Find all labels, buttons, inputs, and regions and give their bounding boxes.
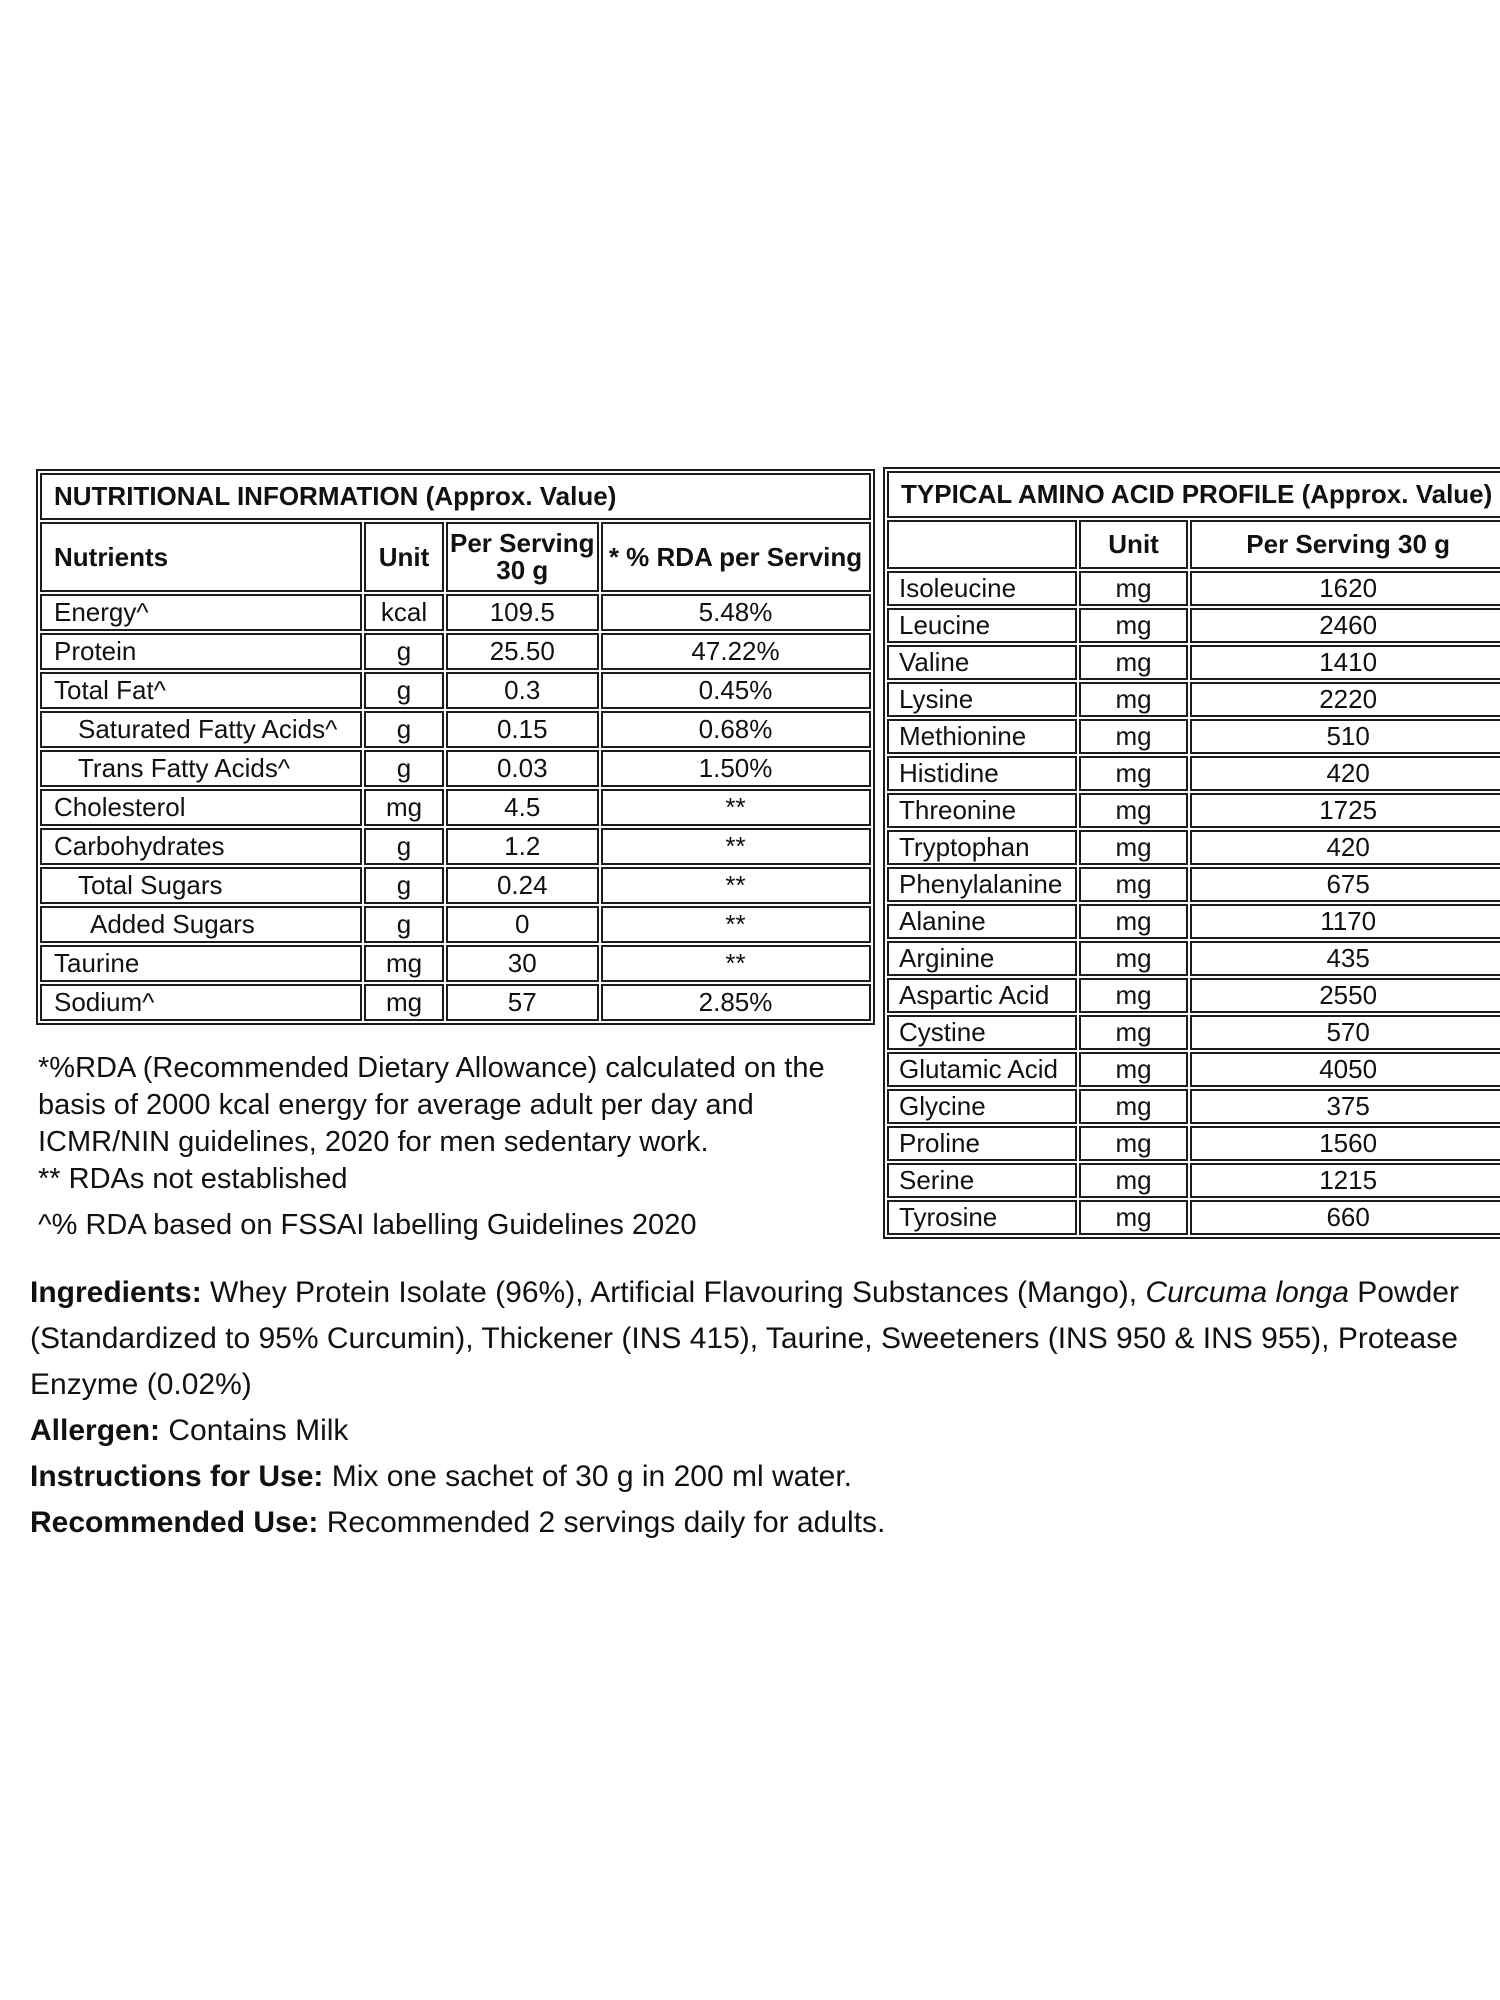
nutrient-name: Saturated Fatty Acids^ bbox=[40, 711, 362, 748]
allergen-text: Contains Milk bbox=[160, 1414, 349, 1447]
table-row bbox=[887, 1126, 1500, 1161]
nutrient-unit: g bbox=[364, 633, 444, 670]
ingredients-paragraph bbox=[30, 1270, 1482, 1408]
amino-acid-unit: mg bbox=[1079, 793, 1188, 828]
nutrient-name: Cholesterol bbox=[40, 789, 362, 826]
nutrient-unit: g bbox=[364, 711, 444, 748]
nutrient-value: 0 bbox=[446, 906, 599, 943]
nutrient-rda: ** bbox=[601, 906, 871, 943]
table-header-row bbox=[40, 522, 871, 592]
nutrient-value: 1.2 bbox=[446, 828, 599, 865]
nutrient-rda: ** bbox=[601, 789, 871, 826]
amino-acid-name: Valine bbox=[887, 645, 1077, 680]
footnote-rda-basis: *%RDA (Recommended Dietary Allowance) calculated on the basis of 2000 kcal energy for average adult per day and ICMR/NIN guidelines, 2020 for men sedentary work. bbox=[38, 1052, 825, 1158]
amino-acid-value: 1725 bbox=[1190, 793, 1500, 828]
amino-acid-name: Isoleucine bbox=[887, 571, 1077, 606]
amino-acid-name: Histidine bbox=[887, 756, 1077, 791]
table-title-row bbox=[40, 473, 871, 520]
table-row bbox=[887, 1015, 1500, 1050]
table-row bbox=[887, 608, 1500, 643]
amino-acid-value: 375 bbox=[1190, 1089, 1500, 1124]
nutrient-name: Trans Fatty Acids^ bbox=[40, 750, 362, 787]
nutrient-name: Added Sugars bbox=[40, 906, 362, 943]
footnote-fssai: ^% RDA based on FSSAI labelling Guidelines 2020 bbox=[38, 1209, 697, 1241]
ingredients-text-2: Powder (Standardized to 95% Curcumin), Thickener (INS 415), Taurine, Sweeteners (INS 950 & INS 955), Protease Enzyme (0.02%) bbox=[30, 1276, 1459, 1401]
nutrient-value: 0.15 bbox=[446, 711, 599, 748]
instructions-text: Mix one sachet of 30 g in 200 ml water. bbox=[323, 1460, 852, 1493]
amino-table-title: TYPICAL AMINO ACID PROFILE (Approx. Value) bbox=[887, 471, 1500, 518]
nutrient-name: Carbohydrates bbox=[40, 828, 362, 865]
amino-acid-unit: mg bbox=[1079, 1200, 1188, 1235]
table-row bbox=[887, 978, 1500, 1013]
allergen-line bbox=[30, 1408, 1482, 1454]
table-row bbox=[887, 1200, 1500, 1235]
amino-acid-name: Leucine bbox=[887, 608, 1077, 643]
per-serving-line2: 30 g bbox=[496, 555, 549, 585]
table-row bbox=[40, 906, 871, 943]
nutrient-unit: g bbox=[364, 750, 444, 787]
table-row bbox=[887, 1052, 1500, 1087]
amino-acid-name: Threonine bbox=[887, 793, 1077, 828]
amino-acid-name: Methionine bbox=[887, 719, 1077, 754]
nutrient-unit: g bbox=[364, 828, 444, 865]
table-row bbox=[40, 711, 871, 748]
table-title-row bbox=[887, 471, 1500, 518]
nutrient-name: Energy^ bbox=[40, 594, 362, 631]
nutrient-rda: ** bbox=[601, 867, 871, 904]
amino-acid-unit: mg bbox=[1079, 1015, 1188, 1050]
table-row bbox=[40, 633, 871, 670]
amino-acid-value: 2550 bbox=[1190, 978, 1500, 1013]
table-row bbox=[40, 789, 871, 826]
col-header-nutrients: Nutrients bbox=[40, 522, 362, 592]
amino-acid-value: 660 bbox=[1190, 1200, 1500, 1235]
nutrient-rda: 0.45% bbox=[601, 672, 871, 709]
amino-acid-value: 570 bbox=[1190, 1015, 1500, 1050]
col-header-unit: Unit bbox=[364, 522, 444, 592]
nutrient-rda: 2.85% bbox=[601, 984, 871, 1021]
nutrient-value: 57 bbox=[446, 984, 599, 1021]
table-row bbox=[40, 867, 871, 904]
table-row bbox=[40, 750, 871, 787]
table-row bbox=[887, 571, 1500, 606]
nutrient-unit: kcal bbox=[364, 594, 444, 631]
table-row bbox=[887, 719, 1500, 754]
col-header-unit: Unit bbox=[1079, 520, 1188, 569]
ingredients-text-1: Whey Protein Isolate (96%), Artificial Flavouring Substances (Mango), bbox=[201, 1276, 1146, 1309]
amino-acid-value: 510 bbox=[1190, 719, 1500, 754]
amino-acid-value: 1620 bbox=[1190, 571, 1500, 606]
product-info-block bbox=[30, 1270, 1482, 1546]
nutrient-rda: 47.22% bbox=[601, 633, 871, 670]
table-row bbox=[887, 1089, 1500, 1124]
amino-acid-unit: mg bbox=[1079, 719, 1188, 754]
nutrient-value: 4.5 bbox=[446, 789, 599, 826]
nutrient-unit: g bbox=[364, 906, 444, 943]
amino-acid-name: Tyrosine bbox=[887, 1200, 1077, 1235]
amino-acid-value: 2460 bbox=[1190, 608, 1500, 643]
footnote-rda-not-established: ** RDAs not established bbox=[38, 1163, 348, 1195]
instructions-line bbox=[30, 1454, 1482, 1500]
table-row bbox=[40, 945, 871, 982]
recommended-use-label: Recommended Use: bbox=[30, 1506, 319, 1539]
amino-acid-value: 1215 bbox=[1190, 1163, 1500, 1198]
table-row bbox=[887, 830, 1500, 865]
nutrient-value: 109.5 bbox=[446, 594, 599, 631]
amino-acid-unit: mg bbox=[1079, 645, 1188, 680]
nutrient-value: 0.24 bbox=[446, 867, 599, 904]
table-row bbox=[887, 904, 1500, 939]
table-row bbox=[887, 1163, 1500, 1198]
table-row bbox=[40, 594, 871, 631]
nutrition-table-body bbox=[40, 594, 871, 1021]
amino-acid-name: Alanine bbox=[887, 904, 1077, 939]
per-serving-line1: Per Serving bbox=[450, 528, 595, 558]
amino-acid-name: Glutamic Acid bbox=[887, 1052, 1077, 1087]
footnotes bbox=[38, 1050, 872, 1244]
nutrient-name: Protein bbox=[40, 633, 362, 670]
amino-acid-unit: mg bbox=[1079, 1126, 1188, 1161]
nutrient-value: 25.50 bbox=[446, 633, 599, 670]
amino-acid-unit: mg bbox=[1079, 978, 1188, 1013]
amino-acid-unit: mg bbox=[1079, 830, 1188, 865]
amino-acid-unit: mg bbox=[1079, 682, 1188, 717]
table-row bbox=[887, 793, 1500, 828]
nutrient-unit: mg bbox=[364, 789, 444, 826]
amino-acid-value: 435 bbox=[1190, 941, 1500, 976]
table-row bbox=[887, 941, 1500, 976]
nutrient-rda: 5.48% bbox=[601, 594, 871, 631]
allergen-label: Allergen: bbox=[30, 1414, 161, 1447]
amino-acid-value: 1560 bbox=[1190, 1126, 1500, 1161]
amino-acid-name: Tryptophan bbox=[887, 830, 1077, 865]
nutrient-name: Taurine bbox=[40, 945, 362, 982]
amino-acid-unit: mg bbox=[1079, 571, 1188, 606]
table-row bbox=[887, 867, 1500, 902]
col-header-per-serving bbox=[446, 522, 599, 592]
table-row bbox=[887, 756, 1500, 791]
amino-acid-name: Proline bbox=[887, 1126, 1077, 1161]
amino-acid-unit: mg bbox=[1079, 1052, 1188, 1087]
nutrient-unit: g bbox=[364, 672, 444, 709]
amino-acid-profile-table bbox=[883, 467, 1500, 1239]
amino-acid-name: Lysine bbox=[887, 682, 1077, 717]
table-row bbox=[40, 828, 871, 865]
amino-acid-name: Glycine bbox=[887, 1089, 1077, 1124]
amino-acid-name: Serine bbox=[887, 1163, 1077, 1198]
nutrient-value: 30 bbox=[446, 945, 599, 982]
nutrient-rda: ** bbox=[601, 945, 871, 982]
nutrient-name: Total Fat^ bbox=[40, 672, 362, 709]
amino-acid-value: 1410 bbox=[1190, 645, 1500, 680]
col-header-amino-blank bbox=[887, 520, 1077, 569]
nutrient-rda: 1.50% bbox=[601, 750, 871, 787]
nutrient-unit: mg bbox=[364, 945, 444, 982]
table-row bbox=[40, 984, 871, 1021]
recommended-use-line bbox=[30, 1500, 1482, 1546]
amino-acid-value: 4050 bbox=[1190, 1052, 1500, 1087]
amino-acid-unit: mg bbox=[1079, 867, 1188, 902]
amino-acid-value: 1170 bbox=[1190, 904, 1500, 939]
ingredients-label: Ingredients: bbox=[30, 1276, 202, 1309]
amino-acid-value: 675 bbox=[1190, 867, 1500, 902]
amino-acid-unit: mg bbox=[1079, 904, 1188, 939]
table-row bbox=[40, 672, 871, 709]
nutrient-name: Sodium^ bbox=[40, 984, 362, 1021]
amino-acid-name: Phenylalanine bbox=[887, 867, 1077, 902]
recommended-use-text: Recommended 2 servings daily for adults. bbox=[318, 1506, 886, 1539]
amino-acid-value: 2220 bbox=[1190, 682, 1500, 717]
amino-acid-name: Cystine bbox=[887, 1015, 1077, 1050]
instructions-label: Instructions for Use: bbox=[30, 1460, 324, 1493]
nutrient-value: 0.3 bbox=[446, 672, 599, 709]
nutrient-rda: 0.68% bbox=[601, 711, 871, 748]
nutrient-unit: g bbox=[364, 867, 444, 904]
amino-acid-name: Arginine bbox=[887, 941, 1077, 976]
amino-acid-value: 420 bbox=[1190, 756, 1500, 791]
amino-acid-unit: mg bbox=[1079, 608, 1188, 643]
col-header-rda-per-serving: * % RDA per Serving bbox=[601, 522, 871, 592]
amino-acid-unit: mg bbox=[1079, 756, 1188, 791]
amino-table-body bbox=[887, 571, 1500, 1235]
table-row bbox=[887, 645, 1500, 680]
amino-acid-unit: mg bbox=[1079, 1089, 1188, 1124]
amino-acid-value: 420 bbox=[1190, 830, 1500, 865]
nutrient-unit: mg bbox=[364, 984, 444, 1021]
nutrient-name: Total Sugars bbox=[40, 867, 362, 904]
amino-acid-unit: mg bbox=[1079, 941, 1188, 976]
nutritional-information-table bbox=[36, 469, 875, 1025]
col-header-per-serving: Per Serving 30 g bbox=[1190, 520, 1500, 569]
amino-acid-unit: mg bbox=[1079, 1163, 1188, 1198]
ingredients-latin-name: Curcuma longa bbox=[1145, 1276, 1349, 1309]
amino-acid-name: Aspartic Acid bbox=[887, 978, 1077, 1013]
table-header-row bbox=[887, 520, 1500, 569]
nutrient-value: 0.03 bbox=[446, 750, 599, 787]
nutrition-table-title: NUTRITIONAL INFORMATION (Approx. Value) bbox=[40, 473, 871, 520]
table-row bbox=[887, 682, 1500, 717]
nutrient-rda: ** bbox=[601, 828, 871, 865]
